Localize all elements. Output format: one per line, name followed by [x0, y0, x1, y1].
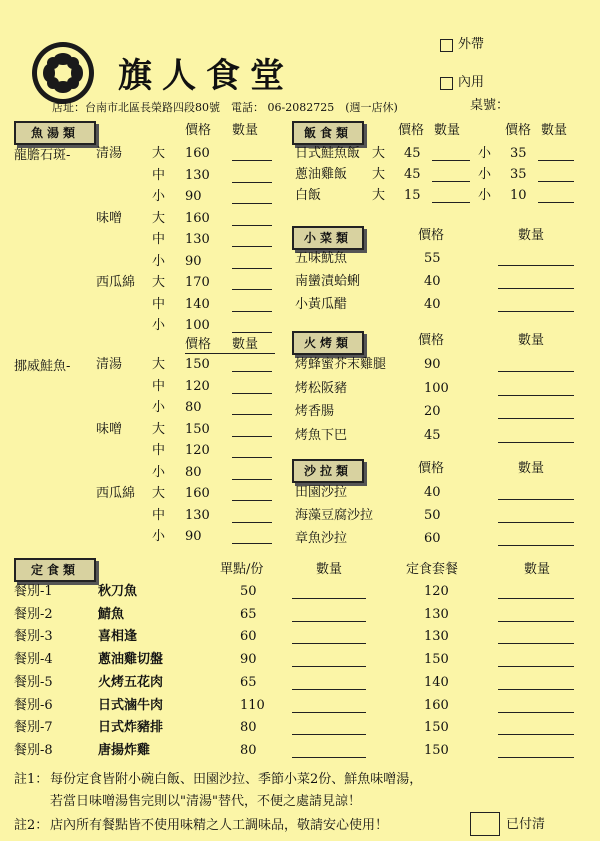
- price-value: 160: [185, 486, 210, 501]
- price-value: 35: [510, 146, 527, 161]
- set-price: 150: [424, 743, 449, 758]
- set-meal-name: 日式滷牛肉: [98, 698, 164, 713]
- price-value: 55: [424, 251, 441, 266]
- quantity-blank[interactable]: [498, 499, 574, 500]
- rice-col-qty: 數量: [434, 123, 461, 138]
- quantity-blank[interactable]: [232, 268, 272, 269]
- table-number-label: 桌號：: [470, 98, 510, 113]
- soup-style-label: 清湯: [96, 357, 123, 372]
- size-label: 大: [152, 146, 166, 161]
- fish2-col-qty: 數量: [232, 337, 259, 352]
- quantity-blank[interactable]: [232, 543, 272, 544]
- set-price: 150: [424, 652, 449, 667]
- price-value: 45: [424, 428, 441, 443]
- set-meal-name: 日式炸豬排: [98, 720, 164, 735]
- price-value: 130: [185, 168, 210, 183]
- salad-col-price: 價格: [418, 461, 445, 476]
- quantity-blank[interactable]: [232, 225, 272, 226]
- price-value: 15: [404, 188, 421, 203]
- quantity-blank[interactable]: [292, 757, 366, 758]
- set-meal-name: 秋刀魚: [98, 584, 138, 599]
- quantity-blank[interactable]: [498, 621, 574, 622]
- quantity-blank[interactable]: [292, 734, 366, 735]
- small-col-price: 價格: [418, 228, 445, 243]
- quantity-blank[interactable]: [498, 689, 574, 690]
- note1-line1: 每份定食皆附小碗白飯、田園沙拉、季節小菜2份、鮮魚味噌湯，: [50, 772, 423, 787]
- quantity-blank[interactable]: [292, 598, 366, 599]
- price-value: 100: [424, 381, 449, 396]
- quantity-blank[interactable]: [498, 418, 574, 419]
- quantity-blank[interactable]: [538, 181, 574, 182]
- quantity-blank[interactable]: [232, 246, 272, 247]
- set-col-qty: 數量: [316, 562, 343, 577]
- set-meal-number: 餐別-5: [14, 675, 53, 690]
- logo-emblem: [30, 40, 96, 106]
- price-value: 40: [424, 485, 441, 500]
- price-value: 90: [185, 529, 202, 544]
- fish-col-qty: 數量: [232, 123, 259, 138]
- takeout-checkbox[interactable]: [440, 39, 453, 52]
- set-meal-name: 喜相逢: [98, 629, 138, 644]
- size-label: 小: [152, 465, 166, 480]
- quantity-blank[interactable]: [498, 371, 574, 372]
- grill-item-name: 烤魚下巴: [295, 428, 348, 443]
- set-meal-heading: 定食類: [14, 558, 96, 582]
- quantity-blank[interactable]: [498, 545, 574, 546]
- fish-item-salmon: 挪威鮭魚-: [14, 359, 71, 374]
- price-value: 150: [185, 422, 210, 437]
- set-meal-name: 火烤五花肉: [98, 675, 164, 690]
- set-meal-number: 餐別-3: [14, 629, 53, 644]
- set-price: 160: [424, 698, 449, 713]
- price-value: 90: [185, 189, 202, 204]
- quantity-blank[interactable]: [498, 712, 574, 713]
- quantity-blank[interactable]: [292, 643, 366, 644]
- quantity-blank[interactable]: [432, 181, 470, 182]
- quantity-blank[interactable]: [232, 414, 272, 415]
- quantity-blank[interactable]: [498, 288, 574, 289]
- note2-text: 店內所有餐點皆不使用味精之人工調味品，敬請安心使用！: [50, 818, 389, 833]
- set-price: 130: [424, 629, 449, 644]
- quantity-blank[interactable]: [292, 666, 366, 667]
- price-value: 40: [424, 297, 441, 312]
- rice-col-price-2: 價格: [505, 123, 532, 138]
- small-item-name: 五味魷魚: [295, 251, 348, 266]
- note2-label: 註2：: [14, 818, 49, 833]
- price-value: 35: [510, 167, 527, 182]
- single-price: 50: [240, 584, 257, 599]
- small-dish-heading: 小菜類: [292, 226, 364, 250]
- price-value: 40: [424, 274, 441, 289]
- rice-col-qty-2: 數量: [541, 123, 568, 138]
- grill-item-name: 烤蜂蜜芥末雞腿: [295, 357, 387, 372]
- soup-style-label: 西瓜綿: [96, 275, 136, 290]
- set-meal-number: 餐別-1: [14, 584, 53, 599]
- dinein-label: 內用: [458, 75, 485, 90]
- quantity-blank[interactable]: [498, 442, 574, 443]
- size-label: 大: [152, 486, 166, 501]
- set-price: 140: [424, 675, 449, 690]
- quantity-blank[interactable]: [232, 436, 272, 437]
- set-meal-name: 唐揚炸雞: [98, 743, 151, 758]
- size-label: 大: [372, 188, 386, 203]
- quantity-blank[interactable]: [232, 332, 272, 333]
- size-label: 中: [152, 443, 166, 458]
- quantity-blank[interactable]: [498, 522, 574, 523]
- fish-soup-heading: 魚湯類: [14, 121, 96, 145]
- price-value: 80: [185, 400, 202, 415]
- salad-item-name: 章魚沙拉: [295, 531, 348, 546]
- soup-style-label: 味噌: [96, 211, 123, 226]
- quantity-blank[interactable]: [498, 311, 574, 312]
- set-meal-number: 餐別-8: [14, 743, 53, 758]
- grill-heading: 火烤類: [292, 331, 364, 355]
- rice-heading: 飯食類: [292, 121, 364, 145]
- quantity-blank[interactable]: [498, 734, 574, 735]
- price-value: 50: [424, 508, 441, 523]
- size-label: 小: [152, 529, 166, 544]
- price-value: 90: [185, 254, 202, 269]
- set-meal-number: 餐別-7: [14, 720, 53, 735]
- size-label: 中: [152, 232, 166, 247]
- price-value: 20: [424, 404, 441, 419]
- quantity-blank[interactable]: [232, 289, 272, 290]
- size-label: 小: [152, 318, 166, 333]
- quantity-blank[interactable]: [232, 203, 272, 204]
- price-value: 170: [185, 275, 210, 290]
- size-label: 小: [478, 167, 492, 182]
- price-value: 150: [185, 357, 210, 372]
- grill-item-name: 烤香腸: [295, 404, 335, 419]
- set-price: 150: [424, 720, 449, 735]
- price-value: 130: [185, 508, 210, 523]
- quantity-blank[interactable]: [292, 712, 366, 713]
- quantity-blank[interactable]: [232, 500, 272, 501]
- quantity-blank[interactable]: [232, 371, 272, 372]
- quantity-blank[interactable]: [498, 395, 574, 396]
- fish-item-grouper: 龍膽石斑-: [14, 148, 71, 163]
- salad-item-name: 田園沙拉: [295, 485, 348, 500]
- size-label: 小: [152, 254, 166, 269]
- price-value: 10: [510, 188, 527, 203]
- note1-label: 註1：: [14, 772, 49, 787]
- price-value: 120: [185, 379, 210, 394]
- grill-item-name: 烤松阪豬: [295, 381, 348, 396]
- soup-style-label: 清湯: [96, 146, 123, 161]
- address-line: 店址：台南市北區長榮路四段80號 電話： 06-2082725 (週一店休): [52, 101, 398, 114]
- grill-col-price: 價格: [418, 333, 445, 348]
- price-value: 45: [404, 146, 421, 161]
- price-value: 80: [185, 465, 202, 480]
- price-value: 160: [185, 146, 210, 161]
- single-price: 80: [240, 743, 257, 758]
- set-price: 130: [424, 607, 449, 622]
- quantity-blank[interactable]: [232, 479, 272, 480]
- fish-col-price: 價格: [185, 123, 212, 138]
- size-label: 小: [478, 188, 492, 203]
- size-label: 小: [478, 146, 492, 161]
- price-value: 45: [404, 167, 421, 182]
- soup-style-label: 味噌: [96, 422, 123, 437]
- set-meal-number: 餐別-2: [14, 607, 53, 622]
- set-price: 120: [424, 584, 449, 599]
- quantity-blank[interactable]: [498, 666, 574, 667]
- quantity-blank[interactable]: [498, 265, 574, 266]
- set-meal-number: 餐別-6: [14, 698, 53, 713]
- paid-label: 已付清: [506, 817, 546, 832]
- price-value: 160: [185, 211, 210, 226]
- note1-line2: 若當日味噌湯售完則以"清湯"替代，不便之處請見諒！: [50, 794, 361, 809]
- quantity-blank[interactable]: [498, 643, 574, 644]
- divider: [185, 353, 275, 354]
- size-label: 大: [152, 211, 166, 226]
- small-col-qty: 數量: [518, 228, 545, 243]
- size-label: 中: [152, 379, 166, 394]
- quantity-blank[interactable]: [292, 621, 366, 622]
- size-label: 中: [152, 508, 166, 523]
- size-label: 大: [372, 146, 386, 161]
- price-value: 90: [424, 357, 441, 372]
- dinein-checkbox[interactable]: [440, 77, 453, 90]
- size-label: 中: [152, 168, 166, 183]
- size-label: 中: [152, 297, 166, 312]
- quantity-blank[interactable]: [498, 757, 574, 758]
- quantity-blank[interactable]: [292, 689, 366, 690]
- set-meal-name: 蔥油雞切盤: [98, 652, 164, 667]
- quantity-blank[interactable]: [232, 522, 272, 523]
- small-item-name: 南蠻漬蛤蜊: [295, 274, 361, 289]
- quantity-blank[interactable]: [232, 393, 272, 394]
- quantity-blank[interactable]: [498, 598, 574, 599]
- quantity-blank[interactable]: [232, 182, 272, 183]
- salad-item-name: 海藻豆腐沙拉: [295, 508, 374, 523]
- quantity-blank[interactable]: [232, 311, 272, 312]
- rice-item-name: 白飯: [295, 188, 322, 203]
- rice-item-name: 日式鮭魚飯: [295, 146, 361, 161]
- size-label: 大: [152, 275, 166, 290]
- salad-col-qty: 數量: [518, 461, 545, 476]
- quantity-blank[interactable]: [232, 457, 272, 458]
- salad-heading: 沙拉類: [292, 459, 364, 483]
- price-value: 120: [185, 443, 210, 458]
- paid-checkbox[interactable]: [470, 812, 500, 836]
- single-price: 65: [240, 607, 257, 622]
- fish2-col-price: 價格: [185, 337, 212, 352]
- quantity-blank[interactable]: [432, 160, 470, 161]
- size-label: 大: [372, 167, 386, 182]
- single-price: 110: [240, 698, 265, 713]
- set-meal-name: 鯖魚: [98, 607, 125, 622]
- rice-item-name: 蔥油雞飯: [295, 167, 348, 182]
- set-meal-number: 餐別-4: [14, 652, 53, 667]
- size-label: 大: [152, 357, 166, 372]
- takeout-label: 外帶: [458, 37, 485, 52]
- size-label: 小: [152, 189, 166, 204]
- soup-style-label: 西瓜綿: [96, 486, 136, 501]
- single-price: 90: [240, 652, 257, 667]
- price-value: 60: [424, 531, 441, 546]
- single-price: 65: [240, 675, 257, 690]
- price-value: 130: [185, 232, 210, 247]
- single-price: 80: [240, 720, 257, 735]
- rice-col-price: 價格: [398, 123, 425, 138]
- set-col-set: 定食套餐: [406, 562, 459, 577]
- size-label: 小: [152, 400, 166, 415]
- single-price: 60: [240, 629, 257, 644]
- small-item-name: 小黃瓜醋: [295, 297, 348, 312]
- price-value: 140: [185, 297, 210, 312]
- quantity-blank[interactable]: [432, 202, 470, 203]
- set-col-qty-2: 數量: [524, 562, 551, 577]
- price-value: 100: [185, 318, 210, 333]
- quantity-blank[interactable]: [538, 202, 574, 203]
- grill-col-qty: 數量: [518, 333, 545, 348]
- shop-title: 旗人食堂: [118, 56, 294, 96]
- set-col-single: 單點/份: [220, 562, 264, 577]
- quantity-blank[interactable]: [232, 160, 272, 161]
- quantity-blank[interactable]: [538, 160, 574, 161]
- size-label: 大: [152, 422, 166, 437]
